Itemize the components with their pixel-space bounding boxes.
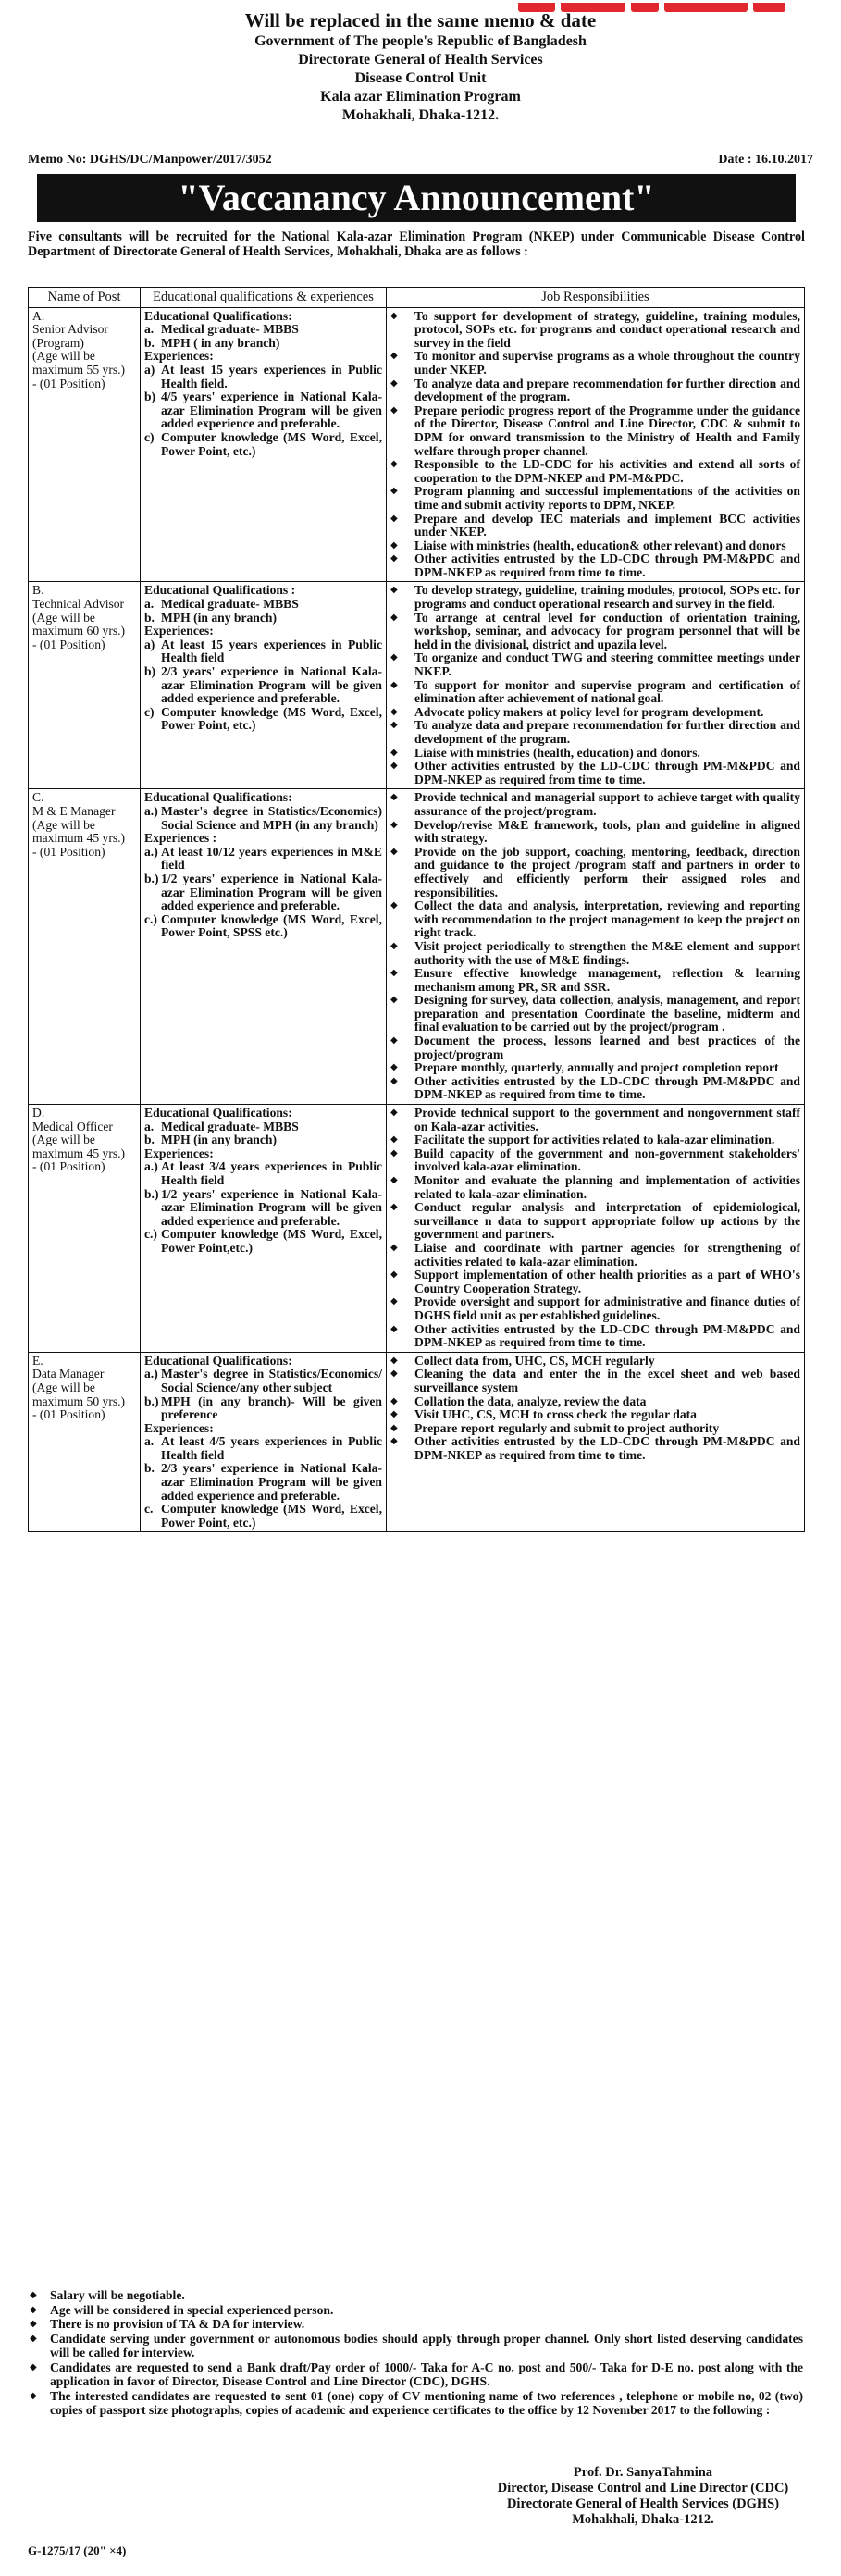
note-item bbox=[30, 2332, 803, 2360]
experience-item bbox=[144, 390, 382, 431]
responsibility-text: To analyze data and prepare recommendation for further direction and development of the program. bbox=[414, 718, 800, 746]
diamond-bullet-icon: ◆ bbox=[390, 720, 398, 731]
diamond-bullet-icon: ◆ bbox=[390, 351, 398, 362]
responsibility-item bbox=[390, 584, 800, 611]
item-marker: a) bbox=[144, 637, 155, 651]
office-address: Mohakhali, Dhaka-1212. bbox=[341, 107, 500, 123]
qualification-item bbox=[144, 1368, 382, 1394]
table-row bbox=[29, 307, 805, 582]
item-text: Computer knowledge (MS Word, Excel, Power Point, etc.) bbox=[161, 429, 382, 458]
diamond-bullet-icon: ◆ bbox=[390, 1175, 398, 1185]
col-header-responsibilities: Job Responsibilities bbox=[387, 288, 805, 308]
item-marker: a. bbox=[144, 1119, 155, 1133]
diamond-bullet-icon: ◆ bbox=[390, 679, 398, 690]
post-code: A. bbox=[32, 308, 45, 323]
responsibility-text: Monitor and evaluate the planning and implementation of activities related to kala-azar elimination. bbox=[414, 1173, 800, 1201]
item-marker: b) bbox=[144, 390, 156, 404]
responsibility-text: Other activities entrusted by the LD-CDC through PM-M&PDC and DPM-NKEP as required from time to time. bbox=[414, 1434, 800, 1462]
responsibility-item bbox=[390, 651, 800, 678]
qualifications-heading: Educational Qualifications: bbox=[144, 308, 292, 323]
experience-heading: Experiences: bbox=[144, 624, 214, 638]
responsibility-text: Other activities entrusted by the LD-CDC through PM-M&PDC and DPM-NKEP as required from time to time. bbox=[414, 759, 800, 786]
diamond-bullet-icon: ◆ bbox=[390, 1062, 398, 1073]
diamond-bullet-icon: ◆ bbox=[390, 846, 398, 857]
diamond-bullet-icon: ◆ bbox=[390, 1436, 398, 1447]
post-position: - (01 Position) bbox=[32, 637, 105, 651]
diamond-bullet-icon: ◆ bbox=[390, 1075, 398, 1086]
item-marker: c. bbox=[144, 1502, 154, 1517]
item-text: At least 15 years experiences in Public Health field bbox=[161, 637, 382, 665]
qualifications-cell bbox=[141, 1105, 387, 1353]
responsibility-text: Develop/revise M&E framework, tools, plan and guideline in aligned with strategy. bbox=[414, 817, 800, 846]
responsibility-item bbox=[390, 310, 800, 351]
experience-heading: Experiences : bbox=[144, 831, 217, 846]
diamond-bullet-icon: ◆ bbox=[390, 819, 398, 830]
responsibility-text: To organize and conduct TWG and steering committee meetings under NKEP. bbox=[414, 650, 800, 679]
vacancy-banner: "Vaccanancy Announcement" bbox=[37, 174, 796, 222]
post-code: B. bbox=[32, 583, 44, 598]
responsibility-text: Provide technical support to the government and nongovernment staff on Kala-azar activities. bbox=[414, 1106, 800, 1133]
post-position: - (01 Position) bbox=[32, 1407, 105, 1422]
diamond-bullet-icon: ◆ bbox=[390, 404, 398, 415]
post-cell bbox=[29, 582, 141, 789]
qualification-item bbox=[144, 805, 382, 832]
diamond-bullet-icon: ◆ bbox=[390, 900, 398, 911]
responsibility-text: Prepare report regularly and submit to project authority bbox=[414, 1420, 720, 1435]
responsibilities-cell bbox=[387, 582, 805, 789]
diamond-bullet-icon: ◆ bbox=[30, 2319, 37, 2329]
diamond-bullet-icon: ◆ bbox=[30, 2333, 37, 2344]
responsibilities-list bbox=[390, 310, 800, 580]
responsibility-text: Facilitate the support for activities related to kala-azar elimination. bbox=[414, 1133, 775, 1147]
diamond-bullet-icon: ◆ bbox=[390, 1409, 398, 1420]
experience-item bbox=[144, 665, 382, 706]
experience-item bbox=[144, 364, 382, 390]
diamond-bullet-icon: ◆ bbox=[390, 1202, 398, 1213]
qualification-item bbox=[144, 323, 382, 337]
diamond-bullet-icon: ◆ bbox=[390, 747, 398, 758]
qualifications-cell bbox=[141, 582, 387, 789]
experience-item bbox=[144, 1503, 382, 1530]
responsibility-text: Build capacity of the government and non-government stakeholders' involved kala-azar elimination. bbox=[414, 1146, 800, 1174]
item-text: Computer knowledge (MS Word, Excel, Power Point,etc.) bbox=[161, 1227, 382, 1255]
item-text: Medical graduate- MBBS bbox=[161, 322, 299, 337]
responsibility-text: Cleaning the data and enter the in the excel sheet and web based surveillance system bbox=[414, 1367, 800, 1394]
diamond-bullet-icon: ◆ bbox=[30, 2390, 37, 2401]
responsibility-text: Other activities entrusted by the LD-CDC through PM-M&PDC and DPM-NKEP as required from time to time. bbox=[414, 1073, 800, 1102]
experience-item bbox=[144, 873, 382, 913]
responsibility-text: To arrange at central level for conduction of orientation training, workshop, seminar, and advocacy for program personnel that will be held in the divisional, district and upazila level. bbox=[414, 610, 800, 651]
directorate-name: Directorate General of Health Services bbox=[298, 52, 543, 68]
responsibility-item bbox=[390, 1242, 800, 1269]
responsibility-text: Conduct regular analysis and interpretation of epidemiological, surveillance n data to support appropriate follow up actions by the government and partners. bbox=[414, 1200, 800, 1242]
responsibility-item bbox=[390, 350, 800, 377]
post-position: - (01 Position) bbox=[32, 844, 105, 859]
memo-date: Date : 16.10.2017 bbox=[718, 153, 813, 167]
responsibility-text: Designing for survey, data collection, analysis, management, and report preparation and presentation Coordinate the baseline, midterm and final evaluation to be carried out by the project/program . bbox=[414, 993, 800, 1034]
responsibility-item bbox=[390, 539, 800, 553]
item-marker: a. bbox=[144, 322, 155, 337]
post-cell bbox=[29, 1105, 141, 1353]
responsibility-text: To support for monitor and supervise program and certification of elimination after achievement of national goal. bbox=[414, 677, 800, 706]
responsibility-text: Collect data from, UHC, CS, MCH regularly bbox=[414, 1353, 655, 1368]
diamond-bullet-icon: ◆ bbox=[390, 761, 398, 772]
responsibility-item bbox=[390, 967, 800, 994]
responsibility-item bbox=[390, 458, 800, 485]
responsibility-text: Responsible to the LD-CDC for his activities and extend all sorts of cooperation to the DPM-NKEP and PM-M&PDC. bbox=[414, 457, 800, 485]
qualifications-cell bbox=[141, 307, 387, 582]
post-title: Technical Advisor bbox=[32, 597, 125, 612]
qualification-item bbox=[144, 1395, 382, 1422]
qualification-item bbox=[144, 1121, 382, 1134]
diamond-bullet-icon: ◆ bbox=[390, 486, 398, 497]
responsibility-item bbox=[390, 485, 800, 512]
diamond-bullet-icon: ◆ bbox=[390, 1368, 398, 1380]
post-code: D. bbox=[32, 1106, 45, 1121]
responsibility-text: To analyze data and prepare recommendation for further direction and development of the program. bbox=[414, 376, 800, 404]
responsibility-item bbox=[390, 1355, 800, 1368]
responsibility-item bbox=[390, 1133, 800, 1147]
col-header-post: Name of Post bbox=[29, 288, 141, 308]
item-marker: a) bbox=[144, 362, 155, 377]
item-text: 2/3 years' experience in National Kala-azar Elimination Program will be given added experience and preferable. bbox=[161, 664, 382, 706]
experience-heading: Experiences: bbox=[144, 349, 214, 364]
responsibility-text: Program planning and successful implementations of the activities on time and submit activity reports to DPM, NKEP. bbox=[414, 484, 800, 512]
item-marker: c.) bbox=[144, 1227, 157, 1242]
responsibility-item bbox=[390, 706, 800, 720]
responsibility-item bbox=[390, 404, 800, 458]
responsibility-item bbox=[390, 1395, 800, 1409]
experience-heading: Experiences: bbox=[144, 1146, 214, 1160]
responsibility-text: Liaise and coordinate with partner agencies for strengthening of activities related to kala-azar elimination. bbox=[414, 1240, 800, 1269]
responsibility-text: Prepare monthly, quarterly, annually and project completion report bbox=[414, 1060, 779, 1075]
responsibilities-cell bbox=[387, 789, 805, 1105]
diamond-bullet-icon: ◆ bbox=[390, 1269, 398, 1281]
diamond-bullet-icon: ◆ bbox=[390, 792, 398, 803]
responsibility-item bbox=[390, 552, 800, 579]
post-position: - (01 Position) bbox=[32, 1159, 105, 1174]
post-title: M & E Manager bbox=[32, 803, 116, 818]
note-item bbox=[30, 2389, 803, 2418]
qualification-item bbox=[144, 612, 382, 625]
note-item bbox=[30, 2303, 803, 2318]
qualification-item bbox=[144, 1133, 382, 1147]
item-marker: b) bbox=[144, 664, 156, 679]
diamond-bullet-icon: ◆ bbox=[390, 1242, 398, 1253]
note-text: Age will be considered in special experienced person. bbox=[50, 2302, 334, 2317]
responsibility-text: Provide oversight and support for administrative and finance duties of DGHS field unit as per established guidelines. bbox=[414, 1294, 800, 1322]
item-text: Medical graduate- MBBS bbox=[161, 597, 299, 612]
experience-item bbox=[144, 1462, 382, 1503]
diamond-bullet-icon: ◆ bbox=[390, 940, 398, 951]
responsibility-item bbox=[390, 513, 800, 539]
post-age: (Age will be maximum 60 yrs.) bbox=[32, 610, 126, 638]
responsibility-text: Advocate policy makers at policy level for program development. bbox=[414, 704, 764, 719]
responsibilities-cell bbox=[387, 307, 805, 582]
post-title: Senior Advisor (Program) bbox=[32, 322, 108, 350]
diamond-bullet-icon: ◆ bbox=[390, 1422, 398, 1433]
experience-item bbox=[144, 1160, 382, 1187]
diamond-bullet-icon: ◆ bbox=[390, 1108, 398, 1119]
qualifications-heading: Educational Qualifications: bbox=[144, 790, 292, 805]
diamond-bullet-icon: ◆ bbox=[390, 378, 398, 389]
item-text: Medical graduate- MBBS bbox=[161, 1119, 299, 1133]
notes-list bbox=[30, 2288, 803, 2418]
post-code: E. bbox=[32, 1353, 43, 1368]
responsibility-text: Support implementation of other health priorities as a part of WHO's Country Cooperation Strategy. bbox=[414, 1268, 800, 1295]
item-marker: a.) bbox=[144, 1159, 158, 1174]
note-item bbox=[30, 2360, 803, 2389]
post-age: (Age will be maximum 55 yrs.) bbox=[32, 349, 126, 377]
responsibilities-cell bbox=[387, 1105, 805, 1353]
responsibility-text: Prepare periodic progress report of the Programme under the guidance of the Director, Disease Control and Line Director, CDC & submit to DPM for onward transmission to the Ministry of Health and Family welfare through proper channel. bbox=[414, 402, 800, 458]
qualifications-heading: Educational Qualifications : bbox=[144, 583, 296, 598]
item-marker: c) bbox=[144, 704, 155, 719]
responsibility-item bbox=[390, 1174, 800, 1201]
diamond-bullet-icon: ◆ bbox=[390, 1147, 398, 1158]
responsibility-text: Visit project periodically to strengthen the M&E element and support authority with the use of M&E findings. bbox=[414, 938, 800, 967]
item-text: MPH ( in any branch) bbox=[161, 335, 280, 350]
item-marker: b.) bbox=[144, 1186, 159, 1201]
responsibility-item bbox=[390, 747, 800, 761]
responsibility-item bbox=[390, 1034, 800, 1061]
post-cell bbox=[29, 1352, 141, 1532]
qualifications-heading: Educational Qualifications: bbox=[144, 1106, 292, 1121]
responsibilities-list bbox=[390, 791, 800, 1102]
diamond-bullet-icon: ◆ bbox=[390, 553, 398, 564]
responsibility-item bbox=[390, 1269, 800, 1295]
item-text: MPH (in any branch)- Will be given preference bbox=[161, 1393, 382, 1422]
diamond-bullet-icon: ◆ bbox=[390, 652, 398, 663]
item-marker: b. bbox=[144, 1461, 155, 1476]
responsibility-item bbox=[390, 719, 800, 746]
govt-name: Government of The people's Republic of Bangladesh bbox=[254, 33, 587, 49]
responsibility-text: To support for development of strategy, guideline, training modules, protocol, SOPs etc. for programs and conduct operational research and survey in the field bbox=[414, 308, 800, 350]
responsibility-item bbox=[390, 1323, 800, 1350]
diamond-bullet-icon: ◆ bbox=[390, 968, 398, 979]
experience-item bbox=[144, 913, 382, 940]
responsibility-text: Liaise with ministries (health, education) and donors. bbox=[414, 745, 700, 760]
signatory-address: Mohakhali, Dhaka-1212. bbox=[572, 2512, 714, 2527]
item-marker: b. bbox=[144, 1133, 155, 1147]
post-title: Data Manager bbox=[32, 1367, 105, 1381]
responsibility-text: Liaise with ministries (health, education& other relevant) and donors bbox=[414, 538, 786, 552]
memo-number: Memo No: DGHS/DC/Manpower/2017/3052 bbox=[28, 153, 272, 167]
post-title: Medical Officer bbox=[32, 1119, 113, 1133]
intro-paragraph: Five consultants will be recruited for the National Kala-azar Elimination Program (NKEP) under Communicable Disease Control Department of Directorate General of Health Services, Mohakhali, Dhaka are as follows : bbox=[28, 229, 805, 259]
responsibilities-list bbox=[390, 1355, 800, 1463]
item-marker: a.) bbox=[144, 1367, 158, 1381]
qualifications-cell bbox=[141, 789, 387, 1105]
responsibility-text: Collation the data, analyze, review the data bbox=[414, 1393, 647, 1408]
diamond-bullet-icon: ◆ bbox=[390, 612, 398, 623]
responsibility-item bbox=[390, 760, 800, 786]
diamond-bullet-icon: ◆ bbox=[30, 2290, 37, 2300]
diamond-bullet-icon: ◆ bbox=[390, 1355, 398, 1366]
experience-item bbox=[144, 1188, 382, 1229]
item-marker: c.) bbox=[144, 911, 157, 926]
item-marker: a. bbox=[144, 597, 155, 612]
item-text: At least 4/5 years experiences in Public Health field bbox=[161, 1434, 382, 1462]
item-text: Computer knowledge (MS Word, Excel, Power Point, SPSS etc.) bbox=[161, 911, 382, 940]
responsibility-item bbox=[390, 791, 800, 818]
responsibility-item bbox=[390, 1147, 800, 1174]
item-text: At least 10/12 years experiences in M&E field bbox=[161, 844, 382, 873]
diamond-bullet-icon: ◆ bbox=[390, 1134, 398, 1146]
responsibility-text: Ensure effective knowledge management, reflection & learning mechanism among PR, SR and SSR. bbox=[414, 966, 800, 994]
note-text: There is no provision of TA & DA for interview. bbox=[50, 2317, 305, 2331]
responsibility-text: Provide technical and managerial support to achieve target with quality assurance of the project/program. bbox=[414, 790, 800, 818]
responsibilities-list bbox=[390, 1107, 800, 1350]
qualifications-cell bbox=[141, 1352, 387, 1532]
note-text: The interested candidates are requested to sent 01 (one) copy of CV mentioning name of two references , telephone or mobile no, 02 (two) copies of passport size photographs, copies of academic and experience certificates to the office by 12 November 2017 to the following : bbox=[50, 2388, 803, 2417]
responsibility-text: Other activities entrusted by the LD-CDC through PM-M&PDC and DPM-NKEP as required from time to time. bbox=[414, 551, 800, 579]
diamond-bullet-icon: ◆ bbox=[390, 1323, 398, 1334]
signatory-title: Director, Disease Control and Line Director (CDC) bbox=[497, 2481, 789, 2496]
responsibility-item bbox=[390, 1107, 800, 1133]
diamond-bullet-icon: ◆ bbox=[390, 539, 398, 551]
item-marker: b.) bbox=[144, 871, 159, 886]
vacancy-table bbox=[28, 287, 805, 1532]
responsibility-text: Document the process, lessons learned and best practices of the project/program bbox=[414, 1034, 800, 1061]
qualification-item bbox=[144, 598, 382, 612]
experience-item bbox=[144, 706, 382, 733]
responsibility-text: Collect the data and analysis, interpretation, reviewing and reporting with recommendation to the project management to keep the project on right track. bbox=[414, 898, 800, 940]
post-age: (Age will be maximum 50 yrs.) bbox=[32, 1380, 126, 1408]
responsibility-item bbox=[390, 1061, 800, 1075]
responsibility-item bbox=[390, 1435, 800, 1462]
item-marker: b. bbox=[144, 610, 155, 625]
table-row bbox=[29, 1352, 805, 1532]
responsibility-item bbox=[390, 940, 800, 967]
col-header-qualifications: Educational qualifications & experiences bbox=[141, 288, 387, 308]
item-text: 1/2 years' experience in National Kala-azar Elimination Program will be given added experience and preferable. bbox=[161, 1186, 382, 1228]
item-text: Master's degree in Statistics/Economics/ Social Science/any other subject bbox=[161, 1367, 382, 1394]
responsibility-item bbox=[390, 612, 800, 652]
responsibility-item bbox=[390, 899, 800, 940]
item-text: Master's degree in Statistics/Economics) Social Science and MPH (in any branch) bbox=[161, 803, 382, 832]
experience-item bbox=[144, 1228, 382, 1255]
item-text: At least 15 years experiences in Public Health field. bbox=[161, 362, 382, 390]
responsibility-item bbox=[390, 378, 800, 404]
responsibility-text: Visit UHC, CS, MCH to cross check the regular data bbox=[414, 1407, 697, 1422]
publication-code: G-1275/17 (20" ×4) bbox=[28, 2544, 127, 2557]
signatory-name: Prof. Dr. SanyaTahmina bbox=[573, 2465, 713, 2480]
qualifications-heading: Educational Qualifications: bbox=[144, 1353, 292, 1368]
experience-item bbox=[144, 1435, 382, 1462]
post-cell bbox=[29, 307, 141, 582]
diamond-bullet-icon: ◆ bbox=[30, 2304, 37, 2315]
responsibility-text: Prepare and develop IEC materials and implement BCC activities under NKEP. bbox=[414, 511, 800, 539]
responsibility-item bbox=[390, 1201, 800, 1242]
responsibility-item bbox=[390, 1368, 800, 1394]
note-item bbox=[30, 2288, 803, 2303]
unit-name: Disease Control Unit bbox=[354, 70, 487, 86]
diamond-bullet-icon: ◆ bbox=[390, 706, 398, 717]
post-cell bbox=[29, 789, 141, 1105]
responsibility-item bbox=[390, 1408, 800, 1422]
diamond-bullet-icon: ◆ bbox=[390, 310, 398, 321]
experience-heading: Experiences: bbox=[144, 1420, 214, 1435]
responsibility-item bbox=[390, 679, 800, 706]
item-text: 1/2 years' experience in National Kala-azar Elimination Program will be given added experience and preferable. bbox=[161, 871, 382, 913]
experience-item bbox=[144, 846, 382, 873]
item-text: 4/5 years' experience in National Kala-azar Elimination Program will be given added experience and preferable. bbox=[161, 390, 382, 431]
diamond-bullet-icon: ◆ bbox=[390, 1296, 398, 1307]
post-code: C. bbox=[32, 790, 44, 805]
item-text: Computer knowledge (MS Word, Excel, Power Point, etc.) bbox=[161, 1502, 382, 1530]
table-row bbox=[29, 789, 805, 1105]
table-header-row bbox=[29, 288, 805, 308]
item-marker: a. bbox=[144, 1434, 155, 1449]
experience-item bbox=[144, 431, 382, 458]
item-marker: c) bbox=[144, 429, 155, 444]
responsibility-item bbox=[390, 1422, 800, 1436]
responsibilities-cell bbox=[387, 1352, 805, 1532]
table-row bbox=[29, 582, 805, 789]
post-age: (Age will be maximum 45 yrs.) bbox=[32, 817, 126, 846]
responsibilities-list bbox=[390, 584, 800, 786]
responsibility-item bbox=[390, 1295, 800, 1322]
item-marker: b. bbox=[144, 335, 155, 350]
program-name: Kala azar Elimination Program bbox=[320, 89, 521, 105]
item-text: MPH (in any branch) bbox=[161, 610, 277, 625]
responsibility-text: Other activities entrusted by the LD-CDC through PM-M&PDC and DPM-NKEP as required from time to time. bbox=[414, 1321, 800, 1350]
experience-item bbox=[144, 638, 382, 665]
note-text: Salary will be negotiable. bbox=[50, 2288, 185, 2302]
responsibility-item bbox=[390, 1075, 800, 1102]
item-text: 2/3 years' experience in National Kala-azar Elimination Program will be given added experience and preferable. bbox=[161, 1461, 382, 1503]
diamond-bullet-icon: ◆ bbox=[390, 995, 398, 1006]
responsibility-text: To monitor and supervise programs as a whole throughout the country under NKEP. bbox=[414, 349, 800, 377]
responsibility-item bbox=[390, 994, 800, 1034]
memo-row bbox=[28, 153, 813, 167]
note-text: Candidates are requested to send a Bank draft/Pay order of 1000/- Taka for A-C no. post and 500/- Taka for D-E no. post along with the application in favor of Director, Disease Control and Line Director (CDC), DGHS. bbox=[50, 2359, 803, 2388]
diamond-bullet-icon: ◆ bbox=[390, 585, 398, 596]
replace-note: Will be replaced in the same memo & date bbox=[244, 9, 597, 31]
qualification-item bbox=[144, 337, 382, 351]
responsibility-item bbox=[390, 819, 800, 846]
diamond-bullet-icon: ◆ bbox=[30, 2361, 37, 2372]
responsibility-item bbox=[390, 846, 800, 899]
signature-block bbox=[481, 2465, 805, 2528]
note-item bbox=[30, 2317, 803, 2332]
diamond-bullet-icon: ◆ bbox=[390, 1035, 398, 1046]
item-text: Computer knowledge (MS Word, Excel, Power Point, etc.) bbox=[161, 704, 382, 733]
post-age: (Age will be maximum 45 yrs.) bbox=[32, 1133, 126, 1160]
table-row bbox=[29, 1105, 805, 1353]
item-text: At least 3/4 years experiences in Public Health field bbox=[161, 1159, 382, 1187]
item-text: MPH (in any branch) bbox=[161, 1133, 277, 1147]
diamond-bullet-icon: ◆ bbox=[390, 513, 398, 524]
signatory-org: Directorate General of Health Services (DGHS) bbox=[506, 2496, 780, 2511]
diamond-bullet-icon: ◆ bbox=[390, 1395, 398, 1406]
item-marker: a.) bbox=[144, 803, 158, 818]
responsibility-text: Provide on the job support, coaching, mentoring, feedback, direction and guidance to the project /program staff and partners in order to effectively and efficiently perform their assigned roles and responsibilities. bbox=[414, 844, 800, 899]
post-position: - (01 Position) bbox=[32, 376, 105, 390]
responsibility-text: To develop strategy, guideline, training modules, protocol, SOPs etc. for programs and conduct operational research and survey in the field. bbox=[414, 583, 800, 612]
note-text: Candidate serving under government or autonomous bodies should apply through proper channel. Only short listed deserving candidates will be called for interview. bbox=[50, 2331, 803, 2359]
item-marker: b.) bbox=[144, 1393, 159, 1408]
diamond-bullet-icon: ◆ bbox=[390, 459, 398, 470]
item-marker: a.) bbox=[144, 844, 158, 859]
